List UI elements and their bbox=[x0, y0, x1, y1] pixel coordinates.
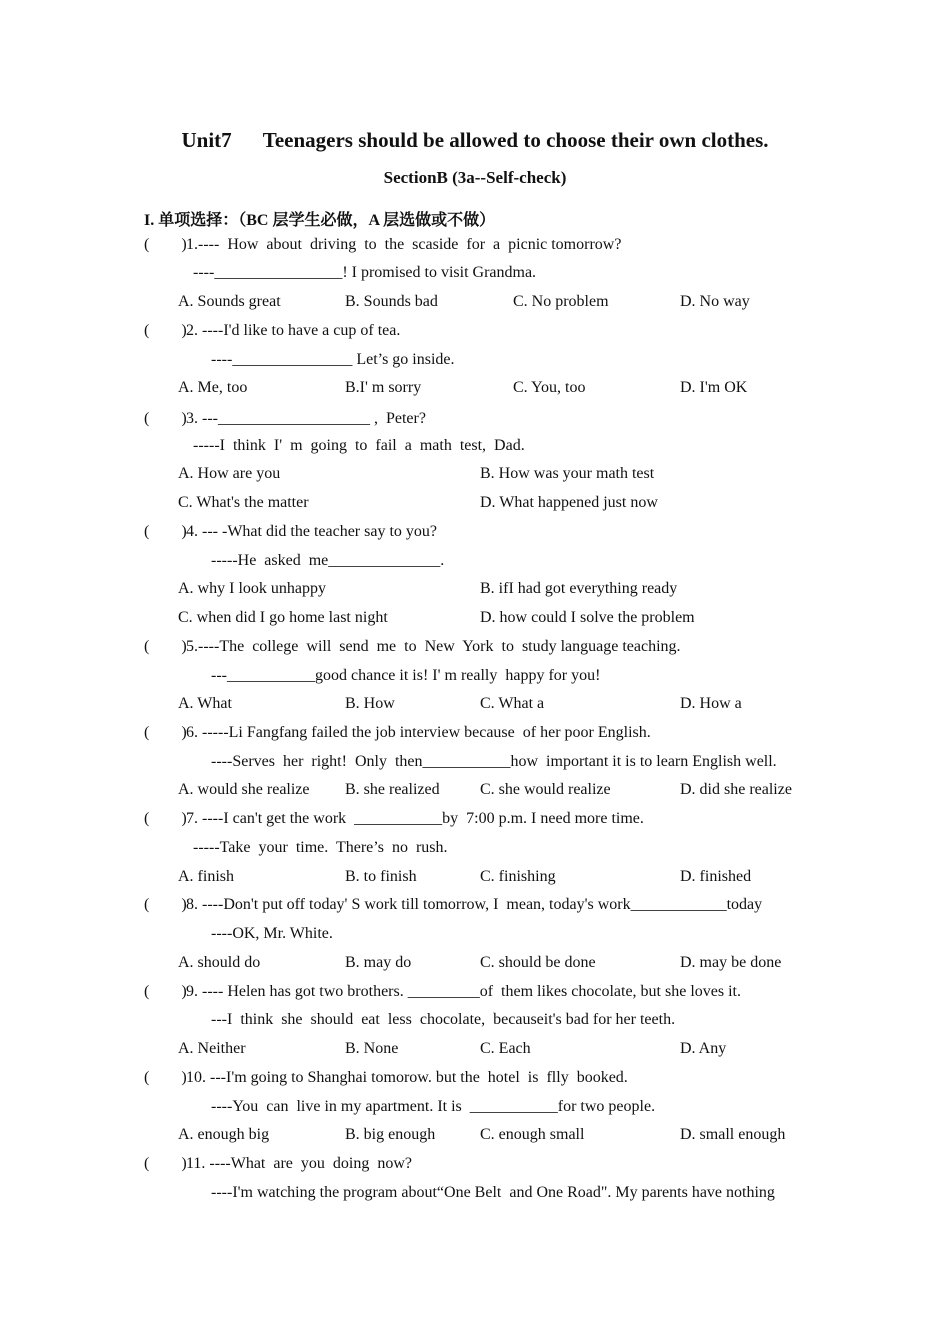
question-reply: ----OK, Mr. White. bbox=[211, 925, 333, 942]
question-reply: ---I think she should eat less chocolate, becauseit's bad for her teeth. bbox=[211, 1011, 676, 1028]
option-a: A. should do bbox=[178, 954, 261, 971]
option-c: C. You, too bbox=[513, 379, 586, 396]
question-reply: ----I'm watching the program about“One Belt and One Road". My parents have nothing bbox=[211, 1184, 775, 1201]
page-subtitle: SectionB (3a--Self-check) bbox=[383, 168, 567, 187]
option-b: B. big enough bbox=[345, 1126, 436, 1143]
option-c: C. What a bbox=[480, 695, 545, 712]
option-c: C. What's the matter bbox=[178, 494, 309, 511]
answer-blank: ( ) bbox=[144, 983, 187, 1000]
question-reply: ----You can live in my apartment. It is ___________for two people. bbox=[211, 1098, 656, 1115]
option-d: D. how could I solve the problem bbox=[480, 609, 695, 626]
question-reply: ----_______________ Let’s go inside. bbox=[211, 351, 455, 368]
option-a: A. finish bbox=[178, 868, 234, 885]
option-a: A. why I look unhappy bbox=[178, 580, 326, 597]
question-reply: ----________________! I promised to visit Grandma. bbox=[193, 264, 537, 281]
option-b: B. to finish bbox=[345, 868, 417, 885]
option-b: B. ifI had got everything ready bbox=[480, 580, 678, 597]
question-stem: 4. --- -What did the teacher say to you? bbox=[186, 523, 438, 540]
question-stem: 7. ----I can't get the work ___________by 7:00 p.m. I need more time. bbox=[186, 810, 644, 827]
section-heading: I. 单项选择：（BC 层学生必做，A 层选做或不做） bbox=[144, 212, 496, 229]
question-stem: 11. ----What are you doing now? bbox=[186, 1155, 412, 1172]
option-b: B. she realized bbox=[345, 781, 440, 798]
page-title: Unit7 Teenagers should be allowed to choose their own clothes. bbox=[181, 128, 769, 152]
question-stem: 8. ----Don't put off today' S work till tomorrow, I mean, today's work____________today bbox=[186, 896, 763, 913]
option-d: D. What happened just now bbox=[480, 494, 658, 511]
option-a: A. would she realize bbox=[178, 781, 310, 798]
question-stem: 3. ---___________________ , Peter? bbox=[186, 410, 426, 427]
question-stem: 6. -----Li Fangfang failed the job interview because of her poor English. bbox=[186, 724, 651, 741]
option-c: C. No problem bbox=[513, 293, 609, 310]
option-d: D. small enough bbox=[680, 1126, 786, 1143]
answer-blank: ( ) bbox=[144, 410, 187, 427]
option-a: A. Neither bbox=[178, 1040, 246, 1057]
option-a: A. Sounds great bbox=[178, 293, 281, 310]
option-b: B.I' m sorry bbox=[345, 379, 422, 396]
option-a: A. enough big bbox=[178, 1126, 270, 1143]
option-b: B. may do bbox=[345, 954, 412, 971]
question-reply: -----I think I' m going to fail a math test, Dad. bbox=[193, 437, 525, 454]
answer-blank: ( ) bbox=[144, 724, 187, 741]
option-d: D. finished bbox=[680, 868, 752, 885]
option-d: D. I'm OK bbox=[680, 379, 748, 396]
question-stem: 1.---- How about driving to the scaside for a picnic tomorrow? bbox=[186, 236, 622, 253]
question-reply: ---___________good chance it is! I' m really happy for you! bbox=[211, 667, 601, 684]
option-b: B. None bbox=[345, 1040, 399, 1057]
option-c: C. Each bbox=[480, 1040, 531, 1057]
question-reply: ----Serves her right! Only then___________how important it is to learn English well. bbox=[211, 753, 777, 770]
option-c: C. she would realize bbox=[480, 781, 611, 798]
question-stem: 2. ----I'd like to have a cup of tea. bbox=[186, 322, 401, 339]
answer-blank: ( ) bbox=[144, 322, 187, 339]
question-reply: -----He asked me______________. bbox=[211, 552, 445, 569]
answer-blank: ( ) bbox=[144, 236, 187, 253]
question-reply: -----Take your time. There’s no rush. bbox=[193, 839, 448, 856]
question-stem: 5.----The college will send me to New York to study language teaching. bbox=[186, 638, 681, 655]
answer-blank: ( ) bbox=[144, 1155, 187, 1172]
option-d: D. may be done bbox=[680, 954, 782, 971]
option-d: D. Any bbox=[680, 1040, 727, 1057]
answer-blank: ( ) bbox=[144, 896, 187, 913]
answer-blank: ( ) bbox=[144, 810, 187, 827]
option-d: D. did she realize bbox=[680, 781, 792, 798]
option-c: C. enough small bbox=[480, 1126, 585, 1143]
option-b: B. How bbox=[345, 695, 395, 712]
option-c: C. finishing bbox=[480, 868, 556, 885]
answer-blank: ( ) bbox=[144, 523, 187, 540]
option-a: A. How are you bbox=[178, 465, 281, 482]
question-stem: 9. ---- Helen has got two brothers. _________of them likes chocolate, but she loves it. bbox=[186, 983, 741, 1000]
option-d: D. How a bbox=[680, 695, 742, 712]
answer-blank: ( ) bbox=[144, 638, 187, 655]
question-stem: 10. ---I'm going to Shanghai tomorow. but the hotel is flly booked. bbox=[186, 1069, 628, 1086]
answer-blank: ( ) bbox=[144, 1069, 187, 1086]
option-b: B. Sounds bad bbox=[345, 293, 438, 310]
option-b: B. How was your math test bbox=[480, 465, 655, 482]
option-c: C. should be done bbox=[480, 954, 596, 971]
option-a: A. What bbox=[178, 695, 232, 712]
option-a: A. Me, too bbox=[178, 379, 248, 396]
option-d: D. No way bbox=[680, 293, 750, 310]
option-c: C. when did I go home last night bbox=[178, 609, 388, 626]
